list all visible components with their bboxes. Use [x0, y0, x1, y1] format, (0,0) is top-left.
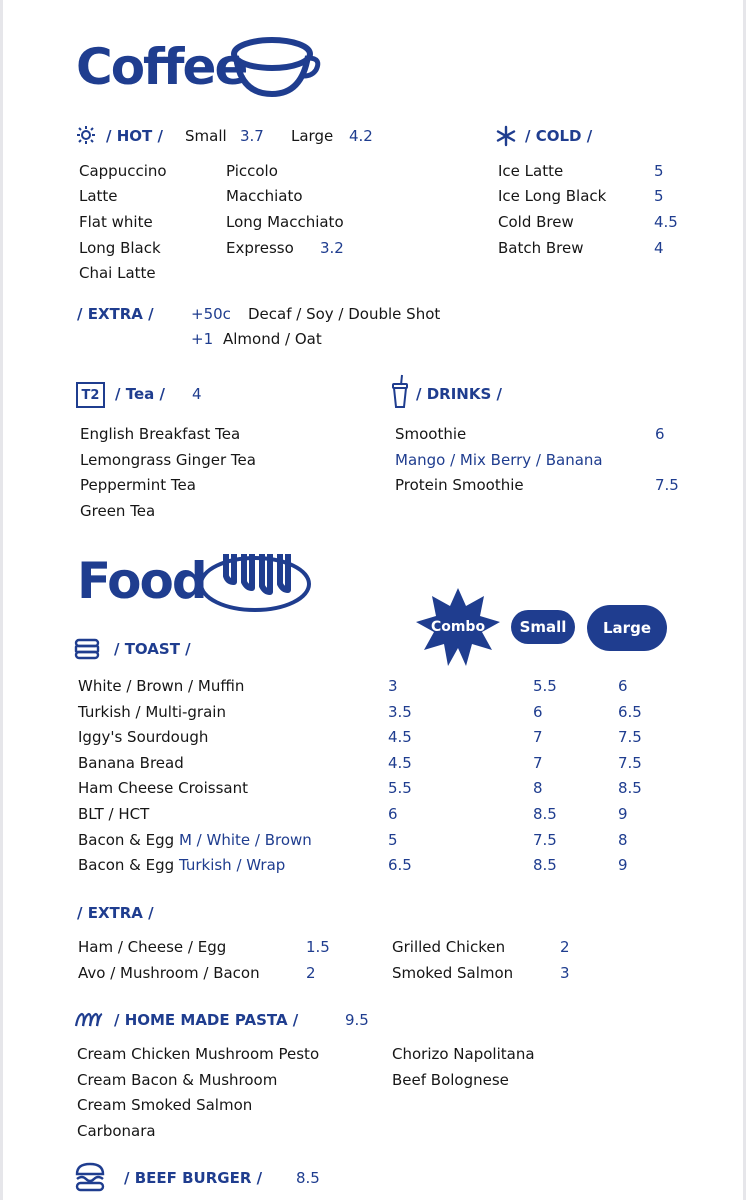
drink-item: Smoothie [395, 425, 467, 443]
toast-small-price: 7 [533, 754, 543, 772]
hot-item: Macchiato [226, 187, 303, 205]
hot-item: Long Macchiato [226, 213, 344, 231]
burger-label: / BEEF BURGER / [124, 1169, 263, 1187]
toast-small-price: 7 [533, 728, 543, 746]
pasta-item: Beef Bolognese [392, 1071, 509, 1089]
cold-price: 4 [654, 239, 664, 257]
hot-item: Expresso [226, 239, 294, 257]
coffee-title: Coffee [76, 38, 247, 96]
food-extra-price: 2 [306, 964, 316, 982]
toast-small-price: 8.5 [533, 805, 557, 823]
tea-label: / Tea / [115, 385, 165, 403]
hot-item: Piccolo [226, 162, 278, 180]
extra-items: Decaf / Soy / Double Shot [248, 305, 441, 323]
cold-item: Cold Brew [498, 213, 574, 231]
hot-item: Chai Latte [79, 264, 156, 282]
page-edge-left [0, 0, 3, 1200]
large-badge: Large [587, 605, 667, 651]
small-badge: Small [511, 610, 575, 644]
burger-icon [74, 1162, 106, 1192]
food-extra-item: Avo / Mushroom / Bacon [78, 964, 260, 982]
toast-price: 3.5 [388, 703, 412, 721]
toast-large-price: 8 [618, 831, 628, 849]
cup-straw-icon [390, 375, 410, 409]
tea-item: Lemongrass Ginger Tea [80, 451, 256, 469]
toast-item: Ham Cheese Croissant [78, 779, 248, 797]
toast-item: BLT / HCT [78, 805, 150, 823]
tea-item: Peppermint Tea [80, 476, 196, 494]
extra-items: Almond / Oat [223, 330, 322, 348]
pasta-price: 9.5 [345, 1011, 369, 1029]
combo-badge-label: Combo [430, 619, 486, 635]
drink-price: 6 [655, 425, 665, 443]
hot-large-label: Large [291, 127, 334, 145]
drink-price: 7.5 [655, 476, 679, 494]
toast-price: 5 [388, 831, 398, 849]
toast-item-options: M / White / Brown [178, 831, 312, 849]
hot-label: / HOT / [106, 127, 163, 145]
pasta-item: Cream Smoked Salmon [77, 1096, 253, 1114]
cold-item: Ice Long Black [498, 187, 607, 205]
sun-icon [77, 126, 95, 144]
bread-icon [198, 550, 312, 612]
food-extra-label: / EXTRA / [77, 904, 154, 922]
toast-large-price: 8.5 [618, 779, 642, 797]
toast-small-price: 5.5 [533, 677, 557, 695]
toast-icon [74, 638, 100, 660]
cold-price: 5 [654, 162, 664, 180]
pasta-item: Carbonara [77, 1122, 156, 1140]
pasta-item: Chorizo Napolitana [392, 1045, 535, 1063]
food-extra-item: Ham / Cheese / Egg [78, 938, 227, 956]
hot-item: Flat white [79, 213, 153, 231]
extra-price: +50c [191, 305, 231, 323]
toast-label: / TOAST / [114, 640, 191, 658]
toast-price: 6 [388, 805, 398, 823]
hot-small-label: Small [185, 127, 227, 145]
toast-price: 3 [388, 677, 398, 695]
toast-large-price: 7.5 [618, 754, 642, 772]
food-extra-price: 1.5 [306, 938, 330, 956]
toast-small-price: 6 [533, 703, 543, 721]
drinks-label: / DRINKS / [416, 385, 502, 403]
hot-large-price: 4.2 [349, 127, 373, 145]
cold-price: 5 [654, 187, 664, 205]
food-title: Food [77, 552, 206, 610]
food-extra-item: Smoked Salmon [392, 964, 514, 982]
cold-item: Ice Latte [498, 162, 564, 180]
hot-item: Cappuccino [79, 162, 167, 180]
hot-item: Long Black [79, 239, 161, 257]
toast-item: Bacon & Egg Turkish / Wrap [78, 856, 286, 874]
toast-item: Iggy's Sourdough [78, 728, 209, 746]
toast-small-price: 8.5 [533, 856, 557, 874]
food-extra-price: 3 [560, 964, 570, 982]
drink-item: Protein Smoothie [395, 476, 524, 494]
toast-price: 5.5 [388, 779, 412, 797]
pasta-item: Cream Chicken Mushroom Pesto [77, 1045, 320, 1063]
toast-item: Bacon & Egg M / White / Brown [78, 831, 312, 849]
food-extra-item: Grilled Chicken [392, 938, 506, 956]
cold-item: Batch Brew [498, 239, 584, 257]
snowflake-icon [496, 126, 516, 146]
toast-item: White / Brown / Muffin [78, 677, 245, 695]
toast-item-options: Turkish / Wrap [178, 856, 286, 874]
toast-large-price: 7.5 [618, 728, 642, 746]
toast-large-price: 9 [618, 856, 628, 874]
food-extra-price: 2 [560, 938, 570, 956]
toast-small-price: 8 [533, 779, 543, 797]
expresso-price: 3.2 [320, 239, 344, 257]
pasta-icon [74, 1011, 104, 1029]
toast-price: 6.5 [388, 856, 412, 874]
pasta-label: / HOME MADE PASTA / [114, 1011, 299, 1029]
hot-item: Latte [79, 187, 118, 205]
toast-item: Turkish / Multi-grain [78, 703, 226, 721]
pasta-item: Cream Bacon & Mushroom [77, 1071, 278, 1089]
burger-price: 8.5 [296, 1169, 320, 1187]
hot-small-price: 3.7 [240, 127, 264, 145]
t2-logo: T2 [76, 382, 105, 408]
toast-price: 4.5 [388, 728, 412, 746]
toast-large-price: 6.5 [618, 703, 642, 721]
toast-small-price: 7.5 [533, 831, 557, 849]
coffee-extra-label: / EXTRA / [77, 305, 154, 323]
smoothie-flavours: Mango / Mix Berry / Banana [395, 451, 603, 469]
toast-item: Banana Bread [78, 754, 184, 772]
toast-large-price: 6 [618, 677, 628, 695]
tea-item: English Breakfast Tea [80, 425, 241, 443]
toast-large-price: 9 [618, 805, 628, 823]
coffee-cup-icon [232, 36, 322, 98]
tea-item: Green Tea [80, 502, 156, 520]
tea-price: 4 [192, 385, 202, 403]
cold-price: 4.5 [654, 213, 678, 231]
toast-price: 4.5 [388, 754, 412, 772]
cold-label: / COLD / [525, 127, 593, 145]
extra-price: +1 [191, 330, 214, 348]
